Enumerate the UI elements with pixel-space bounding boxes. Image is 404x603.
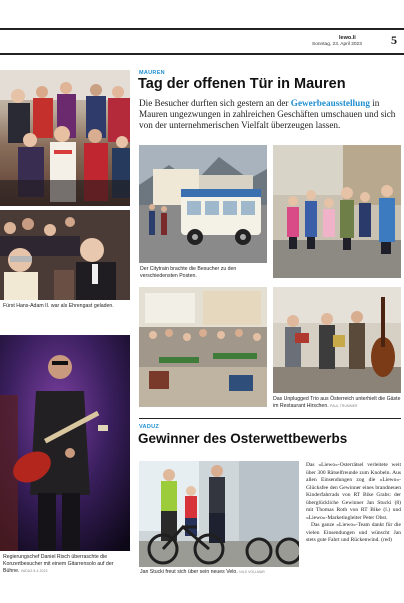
caption-risch <box>3 554 130 575</box>
publication-name: lewo.li <box>339 35 356 41</box>
photo-citytrain-image <box>139 145 267 263</box>
article-separator <box>139 418 401 419</box>
photo-children-group-image <box>273 145 401 278</box>
caption-trio-credit: PAUL TRUMMER <box>330 404 358 408</box>
caption-bike-credit: NILS VOLLMAR <box>239 570 265 574</box>
caption-trio <box>273 396 401 410</box>
article1-kicker: MAUREN <box>139 70 165 76</box>
photo-children-group <box>273 145 401 278</box>
article2-body-paragraph-1: Das «Liewo»-Osterrätsel verleitete weit über 300 Rätselfreunde zum Knobeln. Aus allen Einsendungen zog die «Liewo»-Glücksfee den Gewinner eines brandneuen Kinderfahrrads von RT Bike Grabs: der überglückliche Gewinner Jan Stucki (8) mit Thomas Roth von RT Bike (l.) und «Liewo»-Marketingleiter Peter Obst. <box>306 462 401 521</box>
caption-prince: Fürst Hans-Adam II. war als Ehrengast geladen. <box>3 303 114 309</box>
photo-prince-group-image <box>0 70 130 206</box>
article1-title: Tag der offenen Tür in Mauren <box>138 76 346 92</box>
article2-body <box>306 462 401 545</box>
article1-lead <box>139 98 399 131</box>
photo-prince-hans-adam-image <box>0 210 130 300</box>
photo-prince-hans-adam <box>0 210 130 300</box>
article2-title: Gewinner des Osterwettbewerbs <box>138 431 348 446</box>
photo-bike-winner-image <box>139 461 299 567</box>
article1-lead-highlight: Gewerbeausstellung <box>290 98 370 108</box>
article1-lead-before: Die Besucher durften sich gestern an der <box>139 98 291 108</box>
photo-unplugged-trio <box>273 287 401 393</box>
caption-trio-text: Das Unplugged Trio aus Österreich unterhielt die Gäste im Restaurant Hirschen. <box>273 396 401 409</box>
issue-date: Sonntag, 23. April 2023 <box>312 42 362 47</box>
header-top-rule <box>0 28 404 30</box>
caption-bike <box>140 569 300 576</box>
photo-risch-guitar <box>0 335 130 551</box>
photo-citytrain <box>139 145 267 263</box>
photo-terrace-crowd-image <box>139 287 267 407</box>
page-number: 5 <box>391 33 397 47</box>
caption-risch-credit: VADUZ 8.4.2023 <box>20 569 48 573</box>
photo-unplugged-trio-image <box>273 287 401 393</box>
photo-prince-group <box>0 70 130 206</box>
caption-risch-text: Regierungschef Daniel Risch überraschte die Konzertbesucher mit einem Gitarrensolo auf der Bühne. <box>3 554 114 574</box>
article2-body-paragraph-2: Das ganze «Liewo»-Team dankt für die vielen Einsendungen und wünscht Jan stets gute Fahrt und Rückenwind. (red) <box>306 522 401 543</box>
caption-citytrain: Der Citytrain brachte die Besucher zu den verschiedensten Posten. <box>140 266 237 279</box>
photo-terrace-crowd <box>139 287 267 407</box>
article1-lead-after: in Mauren ungezwungen in zahlreichen Geschäften umschauen und sich von der unternehmerischen Vielfalt überzeugen lassen. <box>139 98 396 130</box>
photo-bike-winner <box>139 461 299 567</box>
caption-bike-text: Jan Stucki freut sich über sein neues Velo. <box>140 569 238 575</box>
header-bottom-rule <box>0 53 404 55</box>
article2-kicker: VADUZ <box>139 424 160 430</box>
photo-risch-guitar-image <box>0 335 130 551</box>
